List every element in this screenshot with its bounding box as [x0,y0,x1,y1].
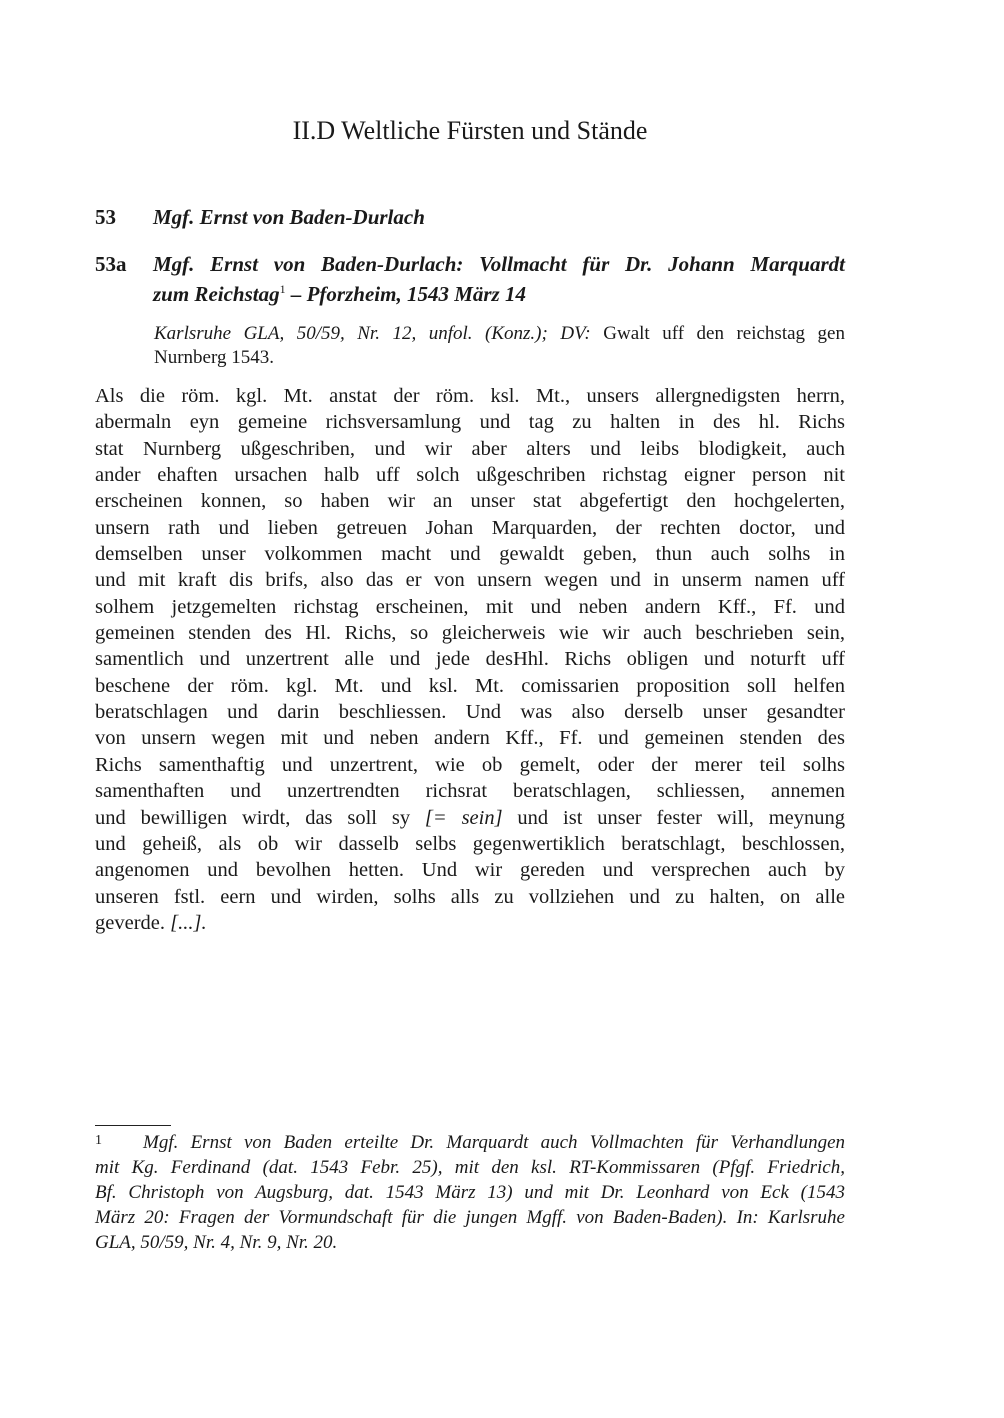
footnote-line: Bf. Christoph von Augsburg, dat. 1543 März 13) und mit Dr. Leonhard von Eck (1543 [95,1182,845,1203]
body-line: samenthaften und unzertrendten richsrat beratschlagen, schliessen, annemen [95,780,845,803]
body-line: und geheiß, als ob wir dasselb selbs gegenwertiklich beratschlagt, beschlossen, [95,832,845,855]
body-line: beratschlagen und darin beschliessen. Und was also derselb unser gesandter [95,701,845,724]
body-line: erscheinen konnen, so haben wir an unser stat abgefertigt den hochgelerten, [95,490,845,513]
section-title: Mgf. Ernst von Baden-Durlach [153,205,425,229]
section-number: 53 [95,205,116,229]
document-page: II.D Weltliche Fürsten und Stände 53 Mgf. Ernst von Baden-Durlach 53a Mgf. Ernst von Baden-Durlach: Vollmacht für Dr. Johann Marquardt zum Reichstag$^1$ – Pforzheim, 1543 März 14 Karlsruhe GLA, 50/59, Nr. 12, unfol. (Konz.); DV: Gwalt uff den reichstag gen Nurnberg 1543. Als die röm. kgl. Mt. anstat der röm. ksl. Mt., unsers allergnedigsten herrn, abermaln eyn gemeine richsversamlung und tag zu halten in des hl. Richs stat Nurnberg ußgeschriben, und wir aber alters und leibs blodigkeit, auch ander ehaften ursachen halb uff solch ußgeschriben richstag eigner person nit erscheinen konnen, so haben wir an unser stat abgefertigt den hochgelerten, unsern rath und lieben getreuen Johan Marquarden, der rechten doctor, und demselben unser volkommen macht und gewaldt geben, thun auch solhs in und mit kraft dis brifs, also das er von unsern wegen und in unserm namen uff solhem jetzgemelten richstag erscheinen, mit und neben andern Kff., Ff. und gemeinen stenden des Hl. Richs, so gleicherweis wie wir auch beschrieben sein, samentlich und unzertrent alle und jede desHhl. Richs obligen und noturft uff beschene der röm. kgl. Mt. und ksl. Mt. comissarien proposition soll helfen beratschlagen und darin beschliessen. Und was also derselb unser gesandter von unsern wegen mit und neben andern Kff., Ff. und gemeinen stenden des Richs samenthaftig und unzertrent, wie ob gemelt, oder der merer teil solhs samenthaften und unzertrendten richsrat beratschlagen, schliessen, annemen und bewilligen wirdt, das soll sy [= sein] und ist unser fester will, meynung und geheiß, als ob wir dasselb selbs gegenwertiklich beratschlagt, beschlossen, angenomen und bevolhen hetten. Und wir gereden und versprechen auch by unseren fstl. eern und wirden, solhs alls zu vollziehen und zu halten, on alle geverde. [...]. 1 Mgf. Ernst von Baden erteilte Dr. Marquardt auch Vollmachten für Verhandlungen mit Kg. Ferdinand (dat. 1543 Febr. 25), mit den ksl. RT-Kommissaren (Pfgf. Friedrich, Bf. Christoph von Augsburg, dat. 1543 März 13) und mit Dr. Leonhard von Eck (1543 März 20: Fragen der Vormundschaft für die jungen Mgff. von Baden-Baden). In: Karlsruhe GLA, 50/59, Nr. 4, Nr. 9, Nr. 20. [0,0,1004,1418]
footnote [95,1128,845,1255]
footnote-rule [95,1125,171,1126]
body-line: stat Nurnberg ußgeschriben, und wir aber alters und leibs blodigkeit, auch [95,437,845,460]
body-line: solhem jetzgemelten richstag erscheinen, mit und neben andern Kff., Ff. und [95,595,845,618]
footnote-line: GLA, 50/59, Nr. 4, Nr. 9, Nr. 20. [95,1232,338,1253]
body-line: unseren fstl. eern und wirden, solhs alls zu vollziehen und zu halten, on alle [95,885,845,908]
body-line: von unsern wegen mit und neben andern Kff., Ff. und gemeinen stenden des [95,727,845,750]
footnote-reference[interactable]: 1 [279,282,286,296]
footnote-line: mit Kg. Ferdinand (dat. 1543 Febr. 25), mit den ksl. RT-Kommissaren (Pfgf. Friedrich, [95,1157,845,1178]
body-line: angenomen und bevolhen hetten. Und wir gereden und versprechen auch by [95,859,845,882]
body-line: Als die röm. kgl. Mt. anstat der röm. ksl. Mt., unsers allergnedigsten herrn, [95,385,845,407]
body-text [95,383,845,936]
footnote-line: März 20: Fragen der Vormundschaft für die jungen Mgff. von Baden-Baden). In: Karlsruhe [95,1207,845,1228]
footnote-line: 1 Mgf. Ernst von Baden erteilte Dr. Marquardt auch Vollmachten für Verhandlungen [95,1128,845,1155]
body-line: samentlich und unzertrent alle und jede desHhl. Richs obligen und noturft uff [95,648,845,671]
body-line: ander ehaften ursachen halb uff solch ußgeschriben richstag eigner person nit [95,464,845,487]
subsection-number: 53a [95,252,127,276]
subsection-title-line: Mgf. Ernst von Baden-Durlach: Vollmacht für Dr. Johann Marquardt [153,252,845,276]
body-line: unsern rath und lieben getreuen Johan Marquarden, der rechten doctor, und [95,516,845,539]
body-line: demselben unser volkommen macht und gewaldt geben, thun auch solhs in [95,543,845,566]
body-line: gemeinen stenden des Hl. Richs, so gleicherweis wie wir auch beschrieben sein, [95,622,845,645]
body-line: abermaln eyn gemeine richsversamlung und tag zu halten in des hl. Richs [95,411,845,434]
body-line: und mit kraft dis brifs, also das er von unsern wegen und in unserm namen uff [95,569,845,592]
body-line: geverde. [...]. [95,911,207,934]
body-line: und bewilligen wirdt, das soll sy [= sein] und ist unser fester will, meynung [95,806,845,829]
body-line: Richs samenthaftig und unzertrent, wie ob gemelt, oder der merer teil solhs [95,753,845,776]
body-line: beschene der röm. kgl. Mt. und ksl. Mt. comissarien proposition soll helfen [95,674,845,697]
source-note: Karlsruhe GLA, 50/59, Nr. 12, unfol. (Konz.); DV: Gwalt uff den reichstag gen Nurnberg 1543. [154,323,845,368]
running-header: II.D Weltliche Fürsten und Stände [292,116,648,145]
footnote-mark: 1 [95,1133,102,1148]
